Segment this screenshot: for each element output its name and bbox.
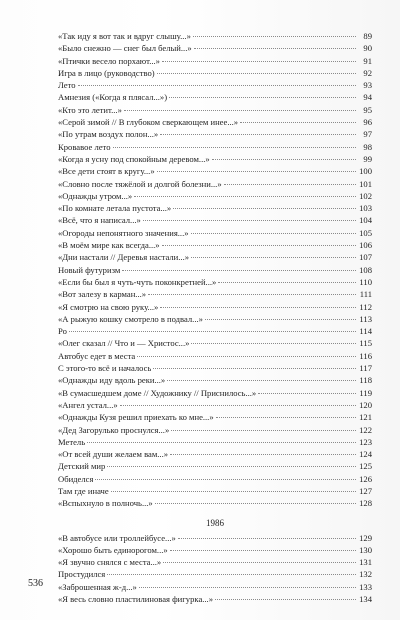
toc-entry-page: 117 bbox=[359, 363, 372, 374]
toc-entry bbox=[58, 301, 372, 313]
toc-entry-title: «Хорошо быть единорогом...» bbox=[58, 544, 168, 555]
toc-entry bbox=[58, 202, 372, 214]
toc-entry-page: 99 bbox=[363, 153, 372, 164]
toc-entry-title: «Однажды утром...» bbox=[58, 190, 133, 201]
toc-entry bbox=[58, 362, 372, 374]
dot-leader bbox=[173, 208, 356, 209]
toc-entry-page: 111 bbox=[359, 289, 372, 300]
toc-entry-title: «Ангел устал...» bbox=[58, 399, 118, 410]
toc-entry-page: 110 bbox=[359, 276, 372, 287]
toc-entry-page: 106 bbox=[359, 240, 372, 251]
dot-leader bbox=[153, 368, 356, 369]
dot-leader bbox=[178, 538, 356, 539]
toc-entry bbox=[58, 473, 372, 485]
toc-entry-page: 114 bbox=[359, 326, 372, 337]
toc-entry-title: «Огороды непонятного значения...» bbox=[58, 227, 189, 238]
toc-entry-page: 95 bbox=[363, 104, 372, 115]
toc-entry-title: «А рыжую кошку смотрело в подвал...» bbox=[58, 313, 203, 324]
toc-entry-page: 129 bbox=[359, 532, 372, 543]
toc-entry bbox=[58, 79, 372, 91]
toc-entry-title: «От всей души желаем вам...» bbox=[58, 449, 169, 460]
toc-entry-title: «Кто это летит...» bbox=[58, 104, 122, 115]
year-heading: 1986 bbox=[206, 517, 224, 528]
toc-entry bbox=[58, 313, 372, 325]
toc-entry-page: 96 bbox=[363, 117, 372, 128]
toc-entry-page: 105 bbox=[359, 227, 372, 238]
toc-entry bbox=[58, 568, 372, 580]
toc-entry bbox=[58, 55, 372, 67]
toc-entry bbox=[58, 399, 372, 411]
toc-entry-page: 121 bbox=[359, 412, 372, 423]
toc-entry bbox=[58, 116, 372, 128]
toc-entry-page: 131 bbox=[359, 557, 372, 568]
toc-entry-page: 126 bbox=[359, 473, 372, 484]
toc-entry-title: Новый футуризм bbox=[58, 264, 121, 275]
toc-entry bbox=[58, 350, 372, 362]
toc-entry bbox=[58, 67, 372, 79]
toc-entry-title: «Вот залезу в карман...» bbox=[58, 289, 147, 300]
toc-entry-title: «В сумасшедшем доме // Художнику // Приснилось...» bbox=[58, 387, 257, 398]
toc-entry-title: Лето bbox=[58, 80, 76, 91]
toc-entry bbox=[58, 460, 372, 472]
toc-entry-title: «Было снежно — снег был белый...» bbox=[58, 43, 192, 54]
toc-entry-title: Детский мир bbox=[58, 461, 106, 472]
toc-entry-page: 91 bbox=[363, 55, 372, 66]
toc-entry-page: 128 bbox=[359, 498, 372, 509]
toc-entry-page: 123 bbox=[359, 436, 372, 447]
toc-entry-title: «По утрам воздух полон...» bbox=[58, 129, 159, 140]
dot-leader bbox=[193, 36, 356, 37]
dot-leader bbox=[163, 562, 356, 563]
toc-entry bbox=[58, 593, 372, 605]
toc-entry bbox=[58, 251, 372, 263]
toc-entry-title: «Вспыхнуло в полночь...» bbox=[58, 498, 153, 509]
toc-entry-title: «По комнате летала пустота...» bbox=[58, 203, 172, 214]
dot-leader bbox=[134, 196, 356, 197]
toc-section-2 bbox=[58, 532, 372, 606]
dot-leader bbox=[170, 454, 356, 455]
toc-entry-title: «Птички весело порхают...» bbox=[58, 55, 160, 66]
toc-section-1 bbox=[58, 30, 372, 510]
dot-leader bbox=[216, 417, 356, 418]
toc-entry-title: Амнезия («Когда я плясал...») bbox=[58, 92, 168, 103]
toc-entry-title: «Дед Загорулько проснулся...» bbox=[58, 424, 170, 435]
toc-entry bbox=[58, 325, 372, 337]
toc-entry bbox=[58, 91, 372, 103]
dot-leader bbox=[107, 466, 356, 467]
toc-entry-page: 90 bbox=[363, 43, 372, 54]
toc-entry bbox=[58, 190, 372, 202]
toc-entry bbox=[58, 165, 372, 177]
toc-entry-title: Игра в лицо (руководство) bbox=[58, 67, 155, 78]
dot-leader bbox=[191, 233, 356, 234]
dot-leader bbox=[148, 294, 356, 295]
toc-entry bbox=[58, 227, 372, 239]
dot-leader bbox=[157, 171, 356, 172]
toc-entry-title: «Так иду я вот так и вдруг слышу...» bbox=[58, 31, 191, 41]
toc-entry bbox=[58, 411, 372, 423]
toc-entry-title: «В моём мире как всегда...» bbox=[58, 240, 160, 251]
toc-entry bbox=[58, 153, 372, 165]
dot-leader bbox=[160, 307, 356, 308]
toc-entry bbox=[58, 30, 372, 42]
toc-entry-title: «Всё, что я написал...» bbox=[58, 215, 141, 226]
dot-leader bbox=[212, 159, 356, 160]
table-of-contents bbox=[58, 30, 372, 605]
toc-entry bbox=[58, 556, 372, 568]
dot-leader bbox=[155, 503, 356, 504]
dot-leader bbox=[224, 184, 356, 185]
toc-entry-page: 92 bbox=[363, 67, 372, 78]
toc-entry-title: «Я смотрю на свою руку...» bbox=[58, 301, 159, 312]
toc-entry bbox=[58, 42, 372, 54]
dot-leader bbox=[87, 442, 356, 443]
dot-leader bbox=[69, 331, 356, 332]
toc-entry bbox=[58, 424, 372, 436]
toc-entry bbox=[58, 276, 372, 288]
toc-entry-title: «Серой зимой // В глубоком сверкающем инее...» bbox=[58, 117, 239, 128]
dot-leader bbox=[169, 97, 356, 98]
dot-leader bbox=[160, 134, 356, 135]
toc-entry-page: 130 bbox=[359, 544, 372, 555]
toc-entry-title: Автобус едет в места bbox=[58, 350, 136, 361]
toc-entry bbox=[58, 581, 372, 593]
toc-entry-page: 122 bbox=[359, 424, 372, 435]
toc-entry-page: 115 bbox=[359, 338, 372, 349]
toc-entry bbox=[58, 128, 372, 140]
dot-leader bbox=[194, 48, 356, 49]
toc-entry-page: 116 bbox=[359, 350, 372, 361]
dot-leader bbox=[124, 110, 356, 111]
toc-entry-page: 119 bbox=[359, 387, 372, 398]
dot-leader bbox=[171, 430, 356, 431]
toc-entry-page: 133 bbox=[359, 581, 372, 592]
toc-entry bbox=[58, 532, 372, 544]
toc-entry-title: «Когда я усну под спокойным деревом...» bbox=[58, 153, 210, 164]
toc-entry-page: 108 bbox=[359, 264, 372, 275]
dot-leader bbox=[205, 319, 356, 320]
dot-leader bbox=[143, 220, 356, 221]
dot-leader bbox=[122, 270, 356, 271]
toc-entry bbox=[58, 239, 372, 251]
toc-entry-page: 125 bbox=[359, 461, 372, 472]
toc-entry-title: Простудился bbox=[58, 569, 106, 580]
dot-leader bbox=[240, 122, 356, 123]
toc-entry-title: «Заброшенная ж-д...» bbox=[58, 581, 137, 592]
toc-entry-title: Кровавое лето bbox=[58, 141, 111, 152]
toc-entry-title: «В автобусе или троллейбусе...» bbox=[58, 532, 176, 543]
toc-entry bbox=[58, 387, 372, 399]
toc-entry-page: 134 bbox=[359, 594, 372, 605]
dot-leader bbox=[167, 380, 356, 381]
toc-entry-page: 100 bbox=[359, 166, 372, 177]
toc-entry-title: Там где иначе bbox=[58, 485, 109, 496]
toc-entry bbox=[58, 497, 372, 509]
toc-entry-page: 124 bbox=[359, 449, 372, 460]
dot-leader bbox=[191, 343, 356, 344]
dot-leader bbox=[78, 85, 356, 86]
toc-entry-page: 120 bbox=[359, 399, 372, 410]
dot-leader bbox=[157, 73, 356, 74]
toc-entry-title: «Все дети стоят в кругу...» bbox=[58, 166, 155, 177]
dot-leader bbox=[162, 245, 356, 246]
toc-entry-page: 97 bbox=[363, 129, 372, 140]
toc-entry-title: «Если бы был я чуть-чуть поконкретней...» bbox=[58, 276, 217, 287]
dot-leader bbox=[258, 393, 356, 394]
toc-entry-page: 101 bbox=[359, 178, 372, 189]
toc-entry bbox=[58, 337, 372, 349]
dot-leader bbox=[120, 405, 356, 406]
toc-entry-page: 113 bbox=[359, 313, 372, 324]
toc-entry bbox=[58, 374, 372, 386]
toc-entry-page: 127 bbox=[359, 485, 372, 496]
toc-entry bbox=[58, 141, 372, 153]
toc-entry-title: «Однажды Кузя решил приехать ко мне...» bbox=[58, 412, 214, 423]
dot-leader bbox=[170, 550, 356, 551]
toc-entry bbox=[58, 485, 372, 497]
toc-entry-page: 104 bbox=[359, 215, 372, 226]
toc-entry-title: «Однажды иду вдоль реки...» bbox=[58, 375, 166, 386]
toc-entry bbox=[58, 214, 372, 226]
dot-leader bbox=[137, 356, 356, 357]
toc-entry-title: «Я весь словно пластилиновая фигурка...» bbox=[58, 594, 213, 605]
toc-entry-page: 102 bbox=[359, 190, 372, 201]
page-number: 536 bbox=[28, 578, 43, 589]
toc-entry-title: Метель bbox=[58, 436, 86, 447]
toc-entry-page: 118 bbox=[359, 375, 372, 386]
toc-entry-page: 103 bbox=[359, 203, 372, 214]
toc-entry bbox=[58, 104, 372, 116]
dot-leader bbox=[111, 491, 356, 492]
toc-entry-page: 89 bbox=[363, 31, 372, 41]
toc-entry-page: 132 bbox=[359, 569, 372, 580]
dot-leader bbox=[218, 282, 356, 283]
toc-entry-title: Ро bbox=[58, 326, 67, 337]
toc-entry-page: 107 bbox=[359, 252, 372, 263]
toc-entry-page: 112 bbox=[359, 301, 372, 312]
toc-entry-page: 98 bbox=[363, 141, 372, 152]
dot-leader bbox=[107, 574, 356, 575]
toc-entry bbox=[58, 288, 372, 300]
dot-leader bbox=[113, 147, 357, 148]
dot-leader bbox=[191, 257, 356, 258]
toc-entry bbox=[58, 448, 372, 460]
toc-entry-page: 94 bbox=[363, 92, 372, 103]
toc-entry-title: «Я звучно снялся с места...» bbox=[58, 557, 162, 568]
toc-entry-title: «Олег сказал // Что и — Христос...» bbox=[58, 338, 190, 349]
dot-leader bbox=[95, 479, 356, 480]
dot-leader bbox=[162, 61, 356, 62]
toc-entry bbox=[58, 436, 372, 448]
toc-entry-page: 93 bbox=[363, 80, 372, 91]
dot-leader bbox=[215, 599, 356, 600]
toc-entry-title: «Дни настали // Деревья настали...» bbox=[58, 252, 190, 263]
toc-entry bbox=[58, 178, 372, 190]
toc-entry bbox=[58, 544, 372, 556]
toc-entry-title: «Словно после тяжёлой и долгой болезни...» bbox=[58, 178, 222, 189]
toc-entry-title: С этого-то всё и началось bbox=[58, 363, 152, 374]
dot-leader bbox=[139, 587, 356, 588]
toc-entry-title: Обиделся bbox=[58, 473, 94, 484]
toc-entry bbox=[58, 264, 372, 276]
